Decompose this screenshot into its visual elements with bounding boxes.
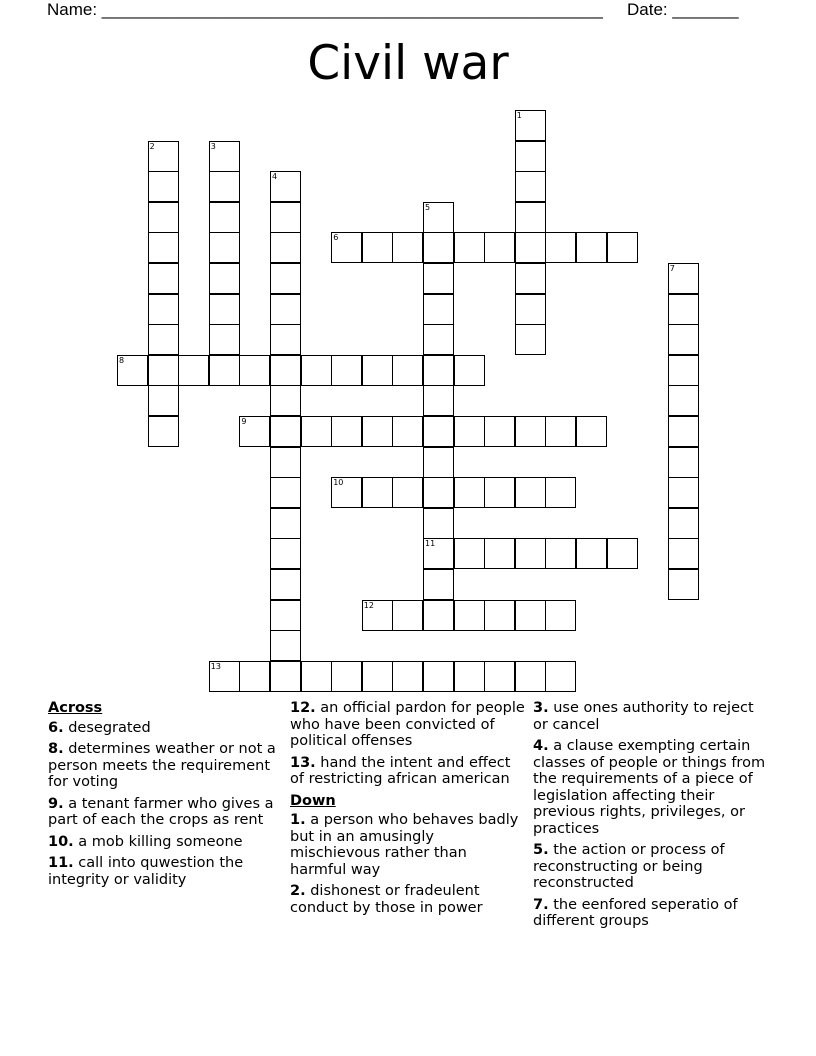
grid-cell[interactable]: [423, 324, 454, 355]
grid-cell[interactable]: [423, 355, 454, 386]
clue-down-4: 4. a clause exempting certain classes of people or things from the requirements of a piece of legislation affecting their previous rights, privileges, or practices: [533, 738, 766, 837]
grid-cell[interactable]: [668, 538, 699, 569]
clue-number: 6: [333, 233, 339, 243]
grid-cell[interactable]: [209, 141, 240, 172]
clue-across-9: 9. a tenant farmer who gives a part of each the crops as rent: [48, 795, 274, 828]
grid-cell[interactable]: [545, 538, 576, 569]
grid-cell[interactable]: [270, 355, 301, 386]
clues-column-3: [533, 700, 773, 935]
grid-cell[interactable]: [576, 416, 607, 447]
grid-cell[interactable]: [607, 538, 638, 569]
grid-cell[interactable]: [270, 385, 301, 416]
grid-cell[interactable]: [331, 232, 362, 263]
grid-cell[interactable]: [301, 416, 332, 447]
grid-cell[interactable]: [423, 447, 454, 478]
clue-number: 2: [149, 141, 155, 151]
grid-cell[interactable]: [270, 294, 301, 325]
grid-cell[interactable]: [270, 630, 301, 661]
grid-cell[interactable]: [270, 447, 301, 478]
grid-cell[interactable]: [454, 416, 485, 447]
grid-cell[interactable]: [209, 355, 240, 386]
grid-cell[interactable]: [454, 661, 485, 692]
grid-cell[interactable]: [668, 385, 699, 416]
grid-cell[interactable]: [209, 294, 240, 325]
grid-cell[interactable]: [668, 416, 699, 447]
date-blank[interactable]: _______: [672, 0, 739, 19]
grid-cell[interactable]: [484, 416, 515, 447]
grid-cell[interactable]: [392, 477, 423, 508]
clue-down-7: 7. the eenfored seperatio of different groups: [533, 896, 738, 929]
grid-cell[interactable]: [545, 477, 576, 508]
grid-cell[interactable]: [392, 355, 423, 386]
grid-cell[interactable]: [668, 569, 699, 600]
grid-cell[interactable]: [362, 661, 393, 692]
grid-cell[interactable]: [484, 661, 515, 692]
grid-cell[interactable]: [270, 661, 301, 692]
name-blank[interactable]: _____________________________________________________: [101, 0, 603, 19]
grid-cell[interactable]: [148, 385, 179, 416]
grid-cell[interactable]: [331, 661, 362, 692]
grid-cell[interactable]: [239, 661, 270, 692]
grid-cell[interactable]: [423, 232, 454, 263]
grid-cell[interactable]: [484, 600, 515, 631]
grid-cell[interactable]: [209, 661, 240, 692]
grid-cell[interactable]: [423, 508, 454, 539]
grid-cell[interactable]: [148, 416, 179, 447]
clue-down-2: 2. dishonest or fradeulent conduct by those in power: [290, 883, 483, 916]
grid-cell[interactable]: [392, 600, 423, 631]
grid-cell[interactable]: [301, 355, 332, 386]
grid-cell[interactable]: [668, 508, 699, 539]
grid-cell[interactable]: [423, 416, 454, 447]
grid-cell[interactable]: [392, 661, 423, 692]
grid-cell[interactable]: [270, 416, 301, 447]
grid-cell[interactable]: [362, 477, 393, 508]
grid-cell[interactable]: [148, 294, 179, 325]
grid-cell[interactable]: [515, 232, 546, 263]
grid-cell[interactable]: [209, 263, 240, 294]
grid-cell[interactable]: [515, 202, 546, 233]
grid-cell[interactable]: [454, 232, 485, 263]
grid-cell[interactable]: [270, 508, 301, 539]
grid-cell[interactable]: [392, 232, 423, 263]
grid-cell[interactable]: [454, 477, 485, 508]
grid-cell[interactable]: [668, 263, 699, 294]
clue-down-3: 3. use ones authority to reject or cancel: [533, 700, 754, 733]
clue-number: 12: [363, 600, 374, 610]
clue-number: 10: [333, 478, 344, 488]
grid-cell[interactable]: [270, 600, 301, 631]
date-label: Date:: [627, 0, 673, 19]
clue-across-8: 8. determines weather or not a person meets the requirement for voting: [48, 741, 276, 790]
grid-cell[interactable]: [148, 141, 179, 172]
grid-cell[interactable]: [209, 232, 240, 263]
grid-cell[interactable]: [331, 416, 362, 447]
grid-cell[interactable]: [607, 232, 638, 263]
clue-across-11: 11. call into quwestion the integrity or validity: [48, 855, 244, 888]
grid-cell[interactable]: [423, 263, 454, 294]
grid-cell[interactable]: [362, 416, 393, 447]
grid-cell[interactable]: [392, 416, 423, 447]
clues-column-2: [290, 700, 526, 921]
grid-cell[interactable]: [423, 600, 454, 631]
grid-cell[interactable]: [484, 477, 515, 508]
clue-number: 3: [210, 141, 216, 151]
grid-cell[interactable]: [515, 263, 546, 294]
grid-cell[interactable]: [484, 538, 515, 569]
grid-cell[interactable]: [270, 263, 301, 294]
grid-cell[interactable]: [515, 477, 546, 508]
clue-number: 1: [516, 111, 522, 120]
across-heading: Across: [48, 700, 103, 716]
clue-number: 4: [272, 172, 278, 182]
grid-cell[interactable]: [515, 141, 546, 172]
grid-cell[interactable]: [362, 355, 393, 386]
grid-cell[interactable]: [545, 661, 576, 692]
grid-cell[interactable]: [423, 202, 454, 233]
grid-cell[interactable]: [423, 538, 454, 569]
grid-cell[interactable]: [148, 263, 179, 294]
grid-cell[interactable]: [515, 661, 546, 692]
grid-cell[interactable]: [515, 171, 546, 202]
grid-cell[interactable]: [148, 171, 179, 202]
grid-cell[interactable]: [668, 294, 699, 325]
grid-cell[interactable]: [301, 661, 332, 692]
grid-cell[interactable]: [362, 600, 393, 631]
clue-down-1: 1. a person who behaves badly but in an amusingly mischievous rather than harmful way: [290, 812, 519, 878]
grid-cell[interactable]: [148, 202, 179, 233]
grid-cell[interactable]: [362, 232, 393, 263]
grid-cell[interactable]: [239, 355, 270, 386]
clue-number: 5: [425, 202, 431, 212]
grid-cell[interactable]: [454, 600, 485, 631]
clue-across-12: 12. an official pardon for people who have been convicted of political offenses: [290, 700, 525, 749]
grid-cell[interactable]: [331, 477, 362, 508]
grid-cell[interactable]: [515, 110, 546, 141]
grid-cell[interactable]: [668, 355, 699, 386]
grid-cell[interactable]: [515, 416, 546, 447]
grid-cell[interactable]: [209, 324, 240, 355]
grid-cell[interactable]: [331, 355, 362, 386]
grid-cell[interactable]: [423, 294, 454, 325]
grid-cell[interactable]: [668, 477, 699, 508]
grid-cell[interactable]: [270, 324, 301, 355]
grid-cell[interactable]: [423, 661, 454, 692]
grid-cell[interactable]: [545, 232, 576, 263]
grid-cell[interactable]: [454, 538, 485, 569]
grid-cell[interactable]: [270, 477, 301, 508]
clue-across-10: 10. a mob killing someone: [48, 833, 243, 850]
grid-cell[interactable]: [209, 202, 240, 233]
grid-cell[interactable]: [423, 385, 454, 416]
clue-down-5: 5. the action or process of reconstructing or being reconstructed: [533, 842, 725, 891]
clue-across-13: 13. hand the intent and effect of restricting african american: [290, 754, 511, 787]
page-title: Civil war: [307, 36, 509, 91]
grid-cell[interactable]: [148, 324, 179, 355]
grid-cell[interactable]: [576, 538, 607, 569]
grid-cell[interactable]: [270, 171, 301, 202]
grid-cell[interactable]: [515, 294, 546, 325]
grid-cell[interactable]: [270, 569, 301, 600]
clue-number: 9: [241, 417, 247, 426]
grid-cell[interactable]: [454, 355, 485, 386]
grid-cell[interactable]: [668, 324, 699, 355]
grid-cell[interactable]: [515, 538, 546, 569]
grid-cell[interactable]: [576, 232, 607, 263]
grid-cell[interactable]: [178, 355, 209, 386]
grid-cell[interactable]: [668, 447, 699, 478]
grid-cell[interactable]: [239, 416, 270, 447]
grid-cell[interactable]: [148, 232, 179, 263]
grid-cell[interactable]: [545, 416, 576, 447]
grid-cell[interactable]: [515, 600, 546, 631]
grid-cell[interactable]: [270, 232, 301, 263]
grid-cell[interactable]: [117, 355, 148, 386]
down-heading: Down: [290, 792, 336, 809]
grid-cell[interactable]: [270, 538, 301, 569]
clues-column-1: [48, 700, 284, 893]
grid-cell[interactable]: [515, 324, 546, 355]
grid-cell[interactable]: [545, 600, 576, 631]
name-label: Name:: [47, 0, 102, 19]
clue-number: 7: [669, 264, 675, 273]
grid-cell[interactable]: [209, 171, 240, 202]
clue-number: 13: [210, 661, 221, 671]
grid-cell[interactable]: [423, 477, 454, 508]
grid-cell[interactable]: [484, 232, 515, 263]
clue-number: 11: [425, 539, 436, 549]
clue-across-6: 6. desegrated: [48, 719, 151, 736]
grid-cell[interactable]: [423, 569, 454, 600]
grid-cell[interactable]: [148, 355, 179, 386]
grid-cell[interactable]: [270, 202, 301, 233]
clue-number: 8: [119, 355, 125, 365]
